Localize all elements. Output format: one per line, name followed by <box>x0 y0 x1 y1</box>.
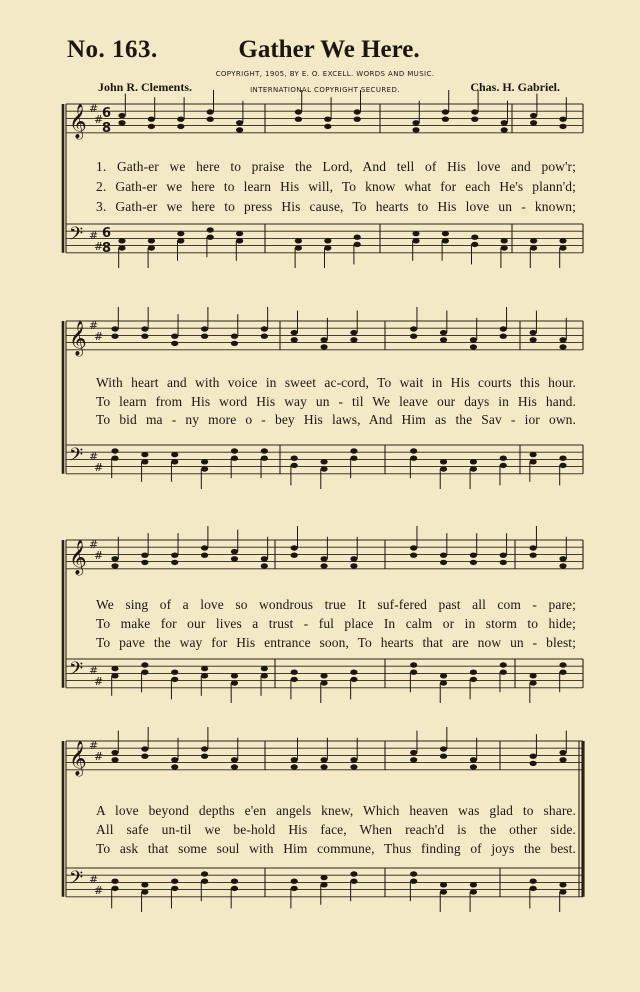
note-head <box>261 334 268 339</box>
note-head <box>141 334 148 339</box>
note-head <box>171 459 178 464</box>
lyric-line-s3-v3: To pave the way for His entrance soon, To hearts that are now un - blest; <box>96 635 576 650</box>
note-head <box>141 452 148 457</box>
note-head <box>261 563 268 568</box>
note-head <box>231 448 238 453</box>
note-head <box>559 124 566 129</box>
note-head <box>410 662 417 667</box>
note-head <box>559 882 566 887</box>
note-head <box>231 549 238 554</box>
treble-clef-icon: 𝄞 <box>69 321 87 356</box>
note-head <box>171 670 178 675</box>
note-head <box>354 235 361 240</box>
note-head <box>171 560 178 565</box>
note-head <box>320 563 327 568</box>
note-head <box>354 117 361 122</box>
note-head <box>440 680 447 685</box>
note-head <box>207 227 214 232</box>
lyricist-credit: John R. Clements. <box>98 80 193 94</box>
note-head <box>354 242 361 247</box>
note-head <box>530 545 537 550</box>
note-head <box>201 666 208 671</box>
note-head <box>291 886 298 891</box>
note-head <box>412 231 419 236</box>
note-head <box>177 117 184 122</box>
note-head <box>291 553 298 558</box>
sharp-icon: # <box>89 538 99 551</box>
note-head <box>231 334 238 339</box>
note-head <box>500 670 507 675</box>
note-head <box>500 463 507 468</box>
note-head <box>291 879 298 884</box>
note-head <box>440 889 447 894</box>
note-head <box>291 337 298 342</box>
note-head <box>530 120 537 125</box>
lyric-line-s4-v3: To ask that some soul with Him commune, Thus finding of joys the best. <box>96 841 576 856</box>
note-head <box>440 560 447 565</box>
note-head <box>530 761 537 766</box>
note-head <box>500 560 507 565</box>
note-head <box>141 746 148 751</box>
note-head <box>141 459 148 464</box>
note-head <box>410 879 417 884</box>
note-head <box>442 109 449 114</box>
note-head <box>471 235 478 240</box>
note-head <box>141 560 148 565</box>
note-head <box>291 463 298 468</box>
note-head <box>440 754 447 759</box>
note-head <box>141 882 148 887</box>
note-head <box>559 670 566 675</box>
note-head <box>291 764 298 769</box>
note-head <box>470 677 477 682</box>
note-head <box>324 245 331 250</box>
note-head <box>324 124 331 129</box>
note-head <box>440 459 447 464</box>
bass-clef-icon: 𝄢 <box>69 224 84 249</box>
note-head <box>171 452 178 457</box>
note-head <box>530 245 537 250</box>
note-head <box>148 117 155 122</box>
note-head <box>410 545 417 550</box>
note-head <box>291 757 298 762</box>
time-signature-bottom: 8 <box>102 241 112 256</box>
note-head <box>410 456 417 461</box>
note-head <box>231 879 238 884</box>
note-head <box>350 764 357 769</box>
sharp-icon: # <box>89 319 99 332</box>
note-head <box>231 341 238 346</box>
note-head <box>559 456 566 461</box>
note-head <box>111 757 118 762</box>
note-head <box>530 452 537 457</box>
hymn-number: No. 163. <box>67 36 158 63</box>
lyric-line-s4-v1: A love beyond depths e'en angels knew, Which heaven was glad to share. <box>96 803 576 818</box>
note-head <box>501 120 508 125</box>
note-head <box>320 757 327 762</box>
note-head <box>201 553 208 558</box>
note-head <box>231 456 238 461</box>
note-head <box>471 117 478 122</box>
note-head <box>148 124 155 129</box>
note-head <box>530 459 537 464</box>
note-head <box>291 330 298 335</box>
note-head <box>350 563 357 568</box>
note-head <box>500 662 507 667</box>
note-head <box>350 330 357 335</box>
note-head <box>559 563 566 568</box>
note-head <box>410 448 417 453</box>
note-head <box>530 553 537 558</box>
note-head <box>470 764 477 769</box>
note-head <box>118 245 125 250</box>
note-head <box>559 117 566 122</box>
note-head <box>440 746 447 751</box>
lyric-line-s2-v1: With heart and with voice in sweet ac-cord, To wait in His courts this hour. <box>96 375 576 390</box>
note-head <box>320 459 327 464</box>
note-head <box>470 553 477 558</box>
note-head <box>350 448 357 453</box>
note-head <box>141 326 148 331</box>
note-head <box>141 889 148 894</box>
note-head <box>410 553 417 558</box>
note-head <box>141 670 148 675</box>
note-head <box>171 553 178 558</box>
time-signature-bottom: 8 <box>102 121 112 136</box>
note-head <box>320 882 327 887</box>
sharp-icon: # <box>89 873 99 886</box>
note-head <box>111 750 118 755</box>
note-head <box>111 448 118 453</box>
note-head <box>201 326 208 331</box>
note-head <box>501 127 508 132</box>
note-head <box>470 757 477 762</box>
note-head <box>291 670 298 675</box>
note-head <box>440 466 447 471</box>
note-head <box>111 563 118 568</box>
note-head <box>171 334 178 339</box>
note-head <box>118 113 125 118</box>
note-head <box>500 553 507 558</box>
note-head <box>295 117 302 122</box>
note-head <box>207 117 214 122</box>
note-head <box>261 456 268 461</box>
note-head <box>231 757 238 762</box>
sharp-icon: # <box>89 102 99 115</box>
note-head <box>559 337 566 342</box>
lyric-line-s2-v2: To learn from His word His way un - til We leave our days in His hand. <box>96 394 576 409</box>
note-head <box>171 341 178 346</box>
note-head <box>530 680 537 685</box>
note-head <box>295 109 302 114</box>
note-head <box>350 337 357 342</box>
note-head <box>350 757 357 762</box>
note-head <box>320 466 327 471</box>
note-head <box>530 337 537 342</box>
note-head <box>231 886 238 891</box>
copyright-secured: INTERNATIONAL COPYRIGHT SECURED. <box>250 86 400 94</box>
note-head <box>171 757 178 762</box>
note-head <box>261 448 268 453</box>
note-head <box>291 545 298 550</box>
note-head <box>177 231 184 236</box>
note-head <box>201 746 208 751</box>
note-head <box>412 238 419 243</box>
note-head <box>171 677 178 682</box>
note-head <box>410 871 417 876</box>
note-head <box>470 459 477 464</box>
note-head <box>171 879 178 884</box>
note-head <box>500 334 507 339</box>
treble-clef-icon: 𝄞 <box>69 104 87 139</box>
note-head <box>111 879 118 884</box>
note-head <box>559 463 566 468</box>
note-head <box>470 670 477 675</box>
lyric-line-s2-v3: To bid ma - ny more o - bey His laws, And Him as the Sav - ior own. <box>96 412 576 427</box>
note-head <box>118 120 125 125</box>
hymn-title: Gather We Here. <box>238 36 420 63</box>
note-head <box>559 662 566 667</box>
sharp-icon: # <box>94 549 104 562</box>
lyric-line-s1-v2: 2. Gath-er we here to learn His will, To know what for each He's plann'd; <box>96 179 576 194</box>
sharp-icon: # <box>94 461 104 474</box>
note-head <box>141 553 148 558</box>
note-head <box>295 238 302 243</box>
note-head <box>470 344 477 349</box>
note-head <box>148 238 155 243</box>
note-head <box>530 238 537 243</box>
note-head <box>412 127 419 132</box>
note-head <box>440 673 447 678</box>
lyric-line-s3-v1: We sing of a love so wondrous true It suf-fered past all com - pare; <box>96 597 576 612</box>
lyric-line-s1-v3: 3. Gath-er we here to press His cause, To hearts to His love un - known; <box>96 199 576 214</box>
sharp-icon: # <box>94 750 104 763</box>
note-head <box>177 124 184 129</box>
note-head <box>320 556 327 561</box>
note-head <box>261 673 268 678</box>
note-head <box>470 889 477 894</box>
note-head <box>320 344 327 349</box>
note-head <box>440 330 447 335</box>
sharp-icon: # <box>89 450 99 463</box>
note-head <box>530 879 537 884</box>
note-head <box>111 666 118 671</box>
note-head <box>442 238 449 243</box>
note-head <box>201 334 208 339</box>
note-head <box>440 337 447 342</box>
note-head <box>177 238 184 243</box>
composer-credit: Chas. H. Gabriel. <box>470 80 560 94</box>
note-head <box>291 677 298 682</box>
note-head <box>530 754 537 759</box>
note-head <box>470 337 477 342</box>
note-head <box>559 344 566 349</box>
bass-clef-icon: 𝄢 <box>69 445 84 470</box>
note-head <box>148 245 155 250</box>
note-head <box>559 238 566 243</box>
note-head <box>354 109 361 114</box>
note-head <box>410 326 417 331</box>
note-head <box>559 889 566 894</box>
note-head <box>530 673 537 678</box>
sharp-icon: # <box>89 664 99 677</box>
note-head <box>350 871 357 876</box>
note-head <box>559 750 566 755</box>
bass-clef-icon: 𝄢 <box>69 659 84 684</box>
note-head <box>141 662 148 667</box>
note-head <box>350 677 357 682</box>
note-head <box>171 886 178 891</box>
note-head <box>118 238 125 243</box>
sharp-icon: # <box>89 739 99 752</box>
note-head <box>410 750 417 755</box>
time-signature-top: 6 <box>102 106 112 121</box>
note-head <box>530 330 537 335</box>
note-head <box>111 556 118 561</box>
note-head <box>291 456 298 461</box>
treble-clef-icon: 𝄞 <box>69 540 87 575</box>
note-head <box>201 459 208 464</box>
note-head <box>201 754 208 759</box>
note-head <box>350 670 357 675</box>
note-head <box>470 882 477 887</box>
note-head <box>442 231 449 236</box>
sharp-icon: # <box>94 113 104 126</box>
note-head <box>201 871 208 876</box>
sharp-icon: # <box>94 675 104 688</box>
sharp-icon: # <box>94 240 104 253</box>
lyric-line-s3-v2: To make for our lives a trust - ful place In calm or in storm to hide; <box>96 616 576 631</box>
bass-clef-icon: 𝄢 <box>69 868 84 893</box>
note-head <box>350 556 357 561</box>
note-head <box>111 326 118 331</box>
note-head <box>261 666 268 671</box>
note-head <box>559 245 566 250</box>
note-head <box>201 545 208 550</box>
note-head <box>501 238 508 243</box>
treble-clef-icon: 𝄞 <box>69 741 87 776</box>
note-head <box>141 754 148 759</box>
note-head <box>410 670 417 675</box>
note-head <box>320 764 327 769</box>
note-head <box>231 673 238 678</box>
note-head <box>500 456 507 461</box>
note-head <box>324 117 331 122</box>
note-head <box>236 127 243 132</box>
note-head <box>201 466 208 471</box>
note-head <box>350 456 357 461</box>
note-head <box>442 117 449 122</box>
note-head <box>261 556 268 561</box>
note-head <box>171 764 178 769</box>
note-head <box>111 456 118 461</box>
sharp-icon: # <box>94 884 104 897</box>
note-head <box>320 337 327 342</box>
note-head <box>261 326 268 331</box>
note-head <box>324 238 331 243</box>
note-head <box>236 238 243 243</box>
time-signature-top: 6 <box>102 226 112 241</box>
note-head <box>501 245 508 250</box>
note-head <box>207 235 214 240</box>
note-head <box>412 120 419 125</box>
note-head <box>530 886 537 891</box>
note-head <box>471 109 478 114</box>
note-head <box>471 242 478 247</box>
note-head <box>231 680 238 685</box>
note-head <box>111 673 118 678</box>
note-head <box>201 879 208 884</box>
note-head <box>500 326 507 331</box>
sharp-icon: # <box>89 229 99 242</box>
note-head <box>350 879 357 884</box>
note-head <box>236 231 243 236</box>
lyric-line-s4-v2: All safe un-til we be-hold His face, When reach'd is the other side. <box>96 822 576 837</box>
note-head <box>559 757 566 762</box>
note-head <box>470 560 477 565</box>
note-head <box>207 109 214 114</box>
note-head <box>320 875 327 880</box>
lyric-line-s1-v1: 1. Gath-er we here to praise the Lord, And tell of His love and pow'r; <box>96 159 576 174</box>
note-head <box>231 764 238 769</box>
note-head <box>440 882 447 887</box>
note-head <box>295 245 302 250</box>
note-head <box>111 886 118 891</box>
note-head <box>410 757 417 762</box>
sharp-icon: # <box>94 330 104 343</box>
note-head <box>440 553 447 558</box>
note-head <box>231 556 238 561</box>
note-head <box>320 680 327 685</box>
note-head <box>201 673 208 678</box>
note-head <box>236 120 243 125</box>
note-head <box>320 673 327 678</box>
note-head <box>530 113 537 118</box>
note-head <box>111 334 118 339</box>
note-head <box>410 334 417 339</box>
copyright-notice: COPYRIGHT, 1905, BY E. O. EXCELL. WORDS AND MUSIC. <box>215 70 435 78</box>
note-head <box>470 466 477 471</box>
note-head <box>559 556 566 561</box>
